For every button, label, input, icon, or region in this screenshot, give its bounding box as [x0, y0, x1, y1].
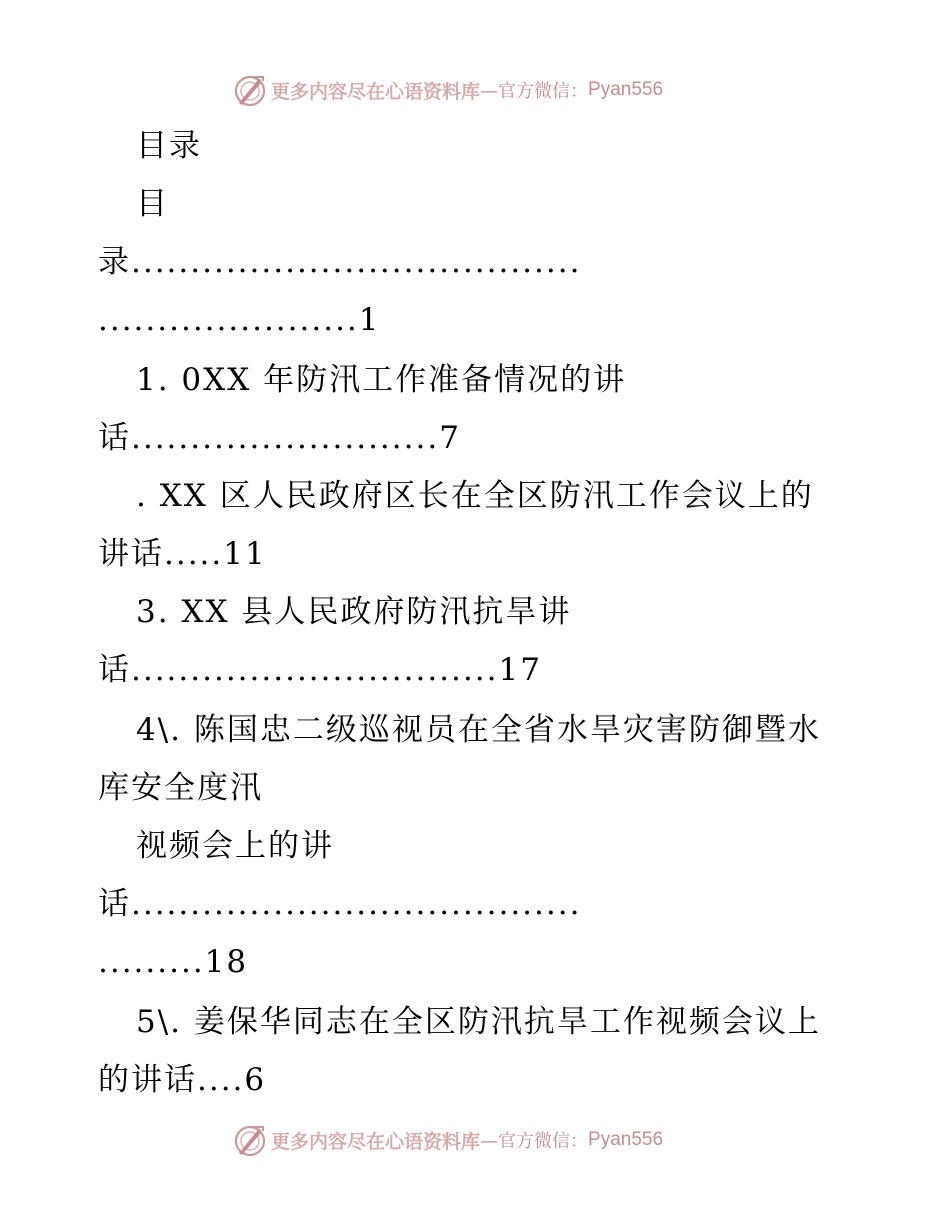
- toc-entry-1-title: 1. 0XX 年防汛工作准备情况的讲: [136, 362, 627, 398]
- toc-entry-3-title: 3. XX 县人民政府防汛抗旱讲: [136, 594, 572, 630]
- header-brand-text: 更多内容尽在心语资料库: [271, 80, 481, 103]
- footer-official-wechat-label: —官方微信：: [480, 1131, 589, 1152]
- header-banner: [233, 72, 663, 108]
- toc-entry-1-leader: 话..........................7: [98, 420, 461, 456]
- header-official-wechat-label: —官方微信：: [480, 81, 589, 102]
- toc-entry-4-title: 4\. 陈国忠二级巡视员在全省水旱灾害防御暨水: [136, 712, 821, 748]
- toc-heading: 目录: [136, 128, 202, 164]
- toc-entry-4-leader: .........18: [98, 944, 249, 980]
- footer-banner: [233, 1122, 663, 1158]
- toc-entry-2-title: . XX 区人民政府区长在全区防汛工作会议上的: [136, 478, 814, 514]
- toc-line: 目: [136, 186, 169, 222]
- header-wechat-id: Pyan556: [588, 79, 664, 100]
- toc-entry-3-leader: 话...............................17: [98, 652, 542, 688]
- pen-seal-logo-icon: [233, 1123, 267, 1157]
- toc-line: 录......................................: [98, 244, 582, 280]
- pen-seal-logo-icon: [233, 73, 267, 107]
- toc-entry-4-title-cont: 视频会上的讲: [136, 828, 334, 864]
- toc-entry-5-title: 5\. 姜保华同志在全区防汛抗旱工作视频会议上: [136, 1004, 821, 1040]
- toc-entry-4-leader: 话......................................: [98, 886, 582, 922]
- toc-entry-4-title-cont: 库安全度汛: [98, 770, 263, 806]
- footer-wechat-id: Pyan556: [588, 1129, 664, 1150]
- toc-entry-5-leader: 的讲话....6: [98, 1062, 267, 1098]
- footer-brand-text: 更多内容尽在心语资料库: [271, 1130, 481, 1153]
- toc-line: ......................1: [98, 302, 381, 338]
- toc-entry-2-leader: 讲话.....11: [98, 536, 267, 572]
